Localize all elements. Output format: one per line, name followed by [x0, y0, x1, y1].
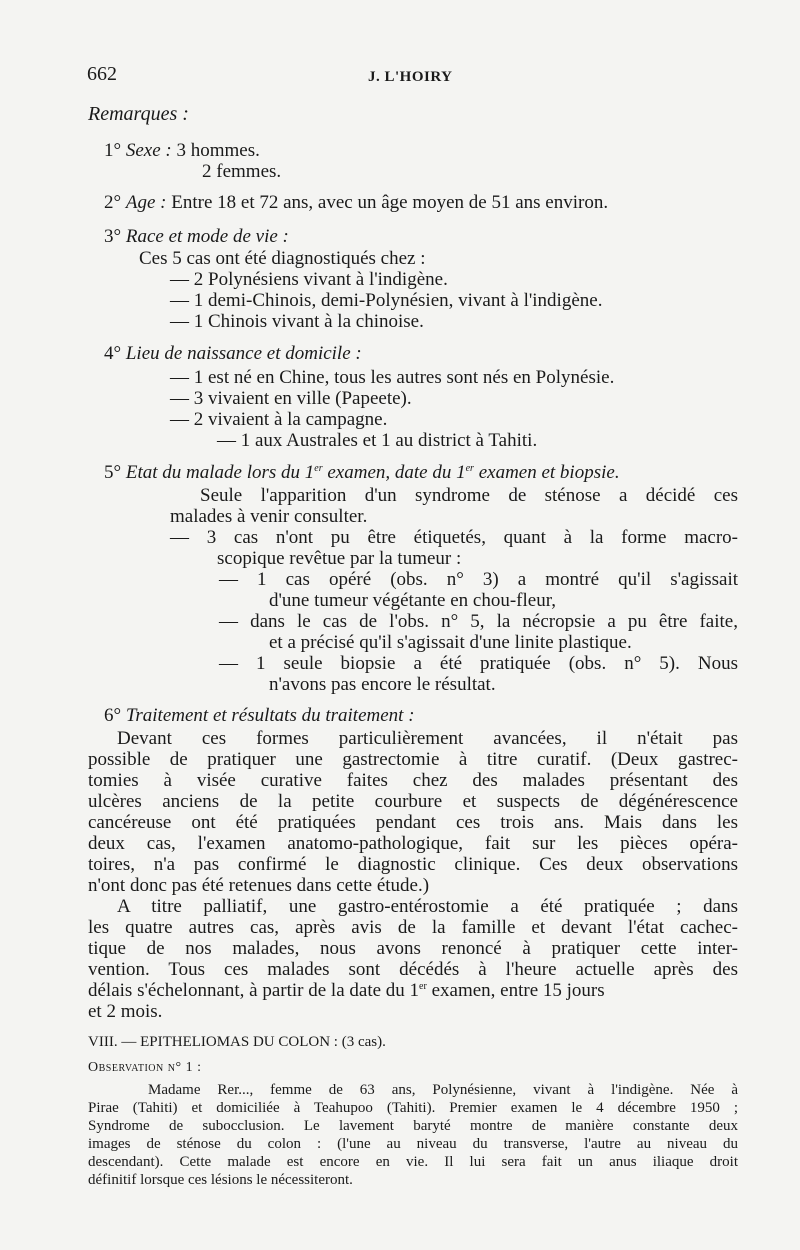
section-5-line: — 3 cas n'ont pu être étiquetés, quant à la forme macro- [170, 527, 738, 548]
observation-line: Madame Rer..., femme de 63 ans, Polynésienne, vivant à l'indigène. Née à [148, 1082, 738, 1098]
section-6-p2-line: et 2 mois. [88, 1001, 163, 1022]
section-4-line: — 1 aux Australes et 1 au district à Tahiti. [217, 430, 538, 451]
section-4-heading [104, 343, 362, 365]
section-3-label: Race et mode de vie : [125, 226, 289, 247]
section-6-label: Traitement et résultats du traitement : [125, 705, 415, 726]
page-number: 662 [87, 63, 117, 85]
section-5-line: scopique revêtue par la tumeur : [217, 548, 462, 569]
observation-line: Pirae (Tahiti) et domiciliée à Teahupoo (Tahiti). Premier examen le 4 décembre 1950 ; [88, 1100, 738, 1116]
remarks-heading: Remarques : [88, 103, 189, 125]
section-5-line: Seule l'apparition d'un syndrome de sténose a décidé ces [200, 485, 738, 506]
section-4-line: — 3 vivaient en ville (Papeete). [170, 388, 412, 409]
section-6-p1-line: toires, n'a pas confirmé le diagnostic clinique. Ces deux observations [88, 854, 738, 875]
section-6-p1-line: tomies à visée curative faites chez des malades présentant des [88, 770, 738, 791]
section-5-label-a: Etat du malade lors du 1 [125, 462, 315, 483]
section-5-label-c: examen et biopsie. [473, 462, 620, 483]
section-3-line: — 1 Chinois vivant à la chinoise. [170, 311, 424, 332]
section-5-line: — dans le cas de l'obs. n° 5, la nécropsie a pu être faite, [219, 611, 738, 632]
section-8-heading: VIII. — EPITHELIOMAS DU COLON : (3 cas). [88, 1034, 386, 1050]
section-6-p1-line: deux cas, l'examen anatomo-pathologique, fait sur les pièces opéra- [88, 833, 738, 854]
section-5-line: — 1 cas opéré (obs. n° 3) a montré qu'il s'agissait [219, 569, 738, 590]
running-head: J. L'HOIRY [368, 69, 453, 85]
section-4-line: — 2 vivaient à la campagne. [170, 409, 388, 430]
section-5-line: et a précisé qu'il s'agissait d'une linite plastique. [269, 632, 632, 653]
section-5-line: d'une tumeur végétante en chou-fleur, [269, 590, 557, 611]
section-6-p1-line: Devant ces formes particulièrement avancées, il n'était pas [117, 728, 738, 749]
section-1-line-1: 3 hommes. [176, 140, 260, 161]
section-3-heading [104, 226, 289, 248]
section-5-line: n'avons pas encore le résultat. [269, 674, 496, 695]
section-6-p2-line: tique de nos malades, nous avons renoncé à pratiquer cette inter- [88, 938, 738, 959]
section-6-p1-line: n'ont donc pas été retenues dans cette étude.) [88, 875, 430, 896]
section-4-line: — 1 est né en Chine, tous les autres sont nés en Polynésie. [170, 367, 615, 388]
section-6-p2-line [88, 980, 605, 1002]
section-6-p2-tail: examen, entre 15 jours [426, 980, 605, 1001]
section-2-number: 2° [104, 192, 122, 213]
section-5-line: — 1 seule biopsie a été pratiquée (obs. n° 5). Nous [219, 653, 738, 674]
section-6-p2-line: les quatre autres cas, après avis de la famille et devant l'état cachec- [88, 917, 738, 938]
section-3-number: 3° [104, 226, 122, 247]
section-6-number: 6° [104, 705, 122, 726]
section-5-heading [104, 462, 620, 484]
observation-line: images de sténose du colon : (l'une au niveau du transverse, l'autre au niveau du [88, 1136, 738, 1152]
section-5-line: malades à venir consulter. [170, 506, 368, 527]
section-6-p1-line: ulcères anciens de la petite courbure et suspects de dégénérescence [88, 791, 738, 812]
observation-line: descendant). Cette malade est encore en vie. Il lui sera fait un anus iliaque droit [88, 1154, 738, 1170]
section-6-p2-sup: er [419, 981, 427, 992]
section-6-p2-line: vention. Tous ces malades sont décédés à l'heure actuelle après des [88, 959, 738, 980]
section-5-label-b: examen, date du 1 [322, 462, 466, 483]
section-2-label: Age : [125, 192, 167, 213]
section-1-line-2: 2 femmes. [202, 161, 282, 182]
section-6-p2-line: A titre palliatif, une gastro-entérostomie a été pratiquée ; dans [117, 896, 738, 917]
section-6-heading [104, 705, 415, 727]
observation-line: Syndrome de subocclusion. Le lavement baryté montre de manière constante deux [88, 1118, 738, 1134]
section-2-text: Entre 18 et 72 ans, avec un âge moyen de 51 ans environ. [171, 192, 609, 213]
section-6-p1-line: possible de pratiquer une gastrectomie à titre curatif. (Deux gastrec- [88, 749, 738, 770]
section-1-label: Sexe : [125, 140, 172, 161]
section-3-line: — 2 Polynésiens vivant à l'indigène. [170, 269, 448, 290]
section-3-line: — 1 demi-Chinois, demi-Polynésien, vivant à l'indigène. [170, 290, 603, 311]
section-5-sup-1: er [314, 463, 323, 474]
observation-line: définitif lorsque ces lésions le nécessiteront. [88, 1172, 353, 1188]
section-1 [104, 140, 260, 162]
section-1-number: 1° [104, 140, 122, 161]
section-5-number: 5° [104, 462, 122, 483]
section-3-line: Ces 5 cas ont été diagnostiqués chez : [139, 248, 426, 269]
section-2 [104, 192, 608, 214]
observation-label: Observation n° 1 : [88, 1060, 202, 1075]
section-4-number: 4° [104, 343, 122, 364]
section-4-label: Lieu de naissance et domicile : [125, 343, 362, 364]
section-6-p1-line: cancéreuse ont été pratiquées pendant ces trois ans. Mais dans les [88, 812, 738, 833]
section-6-p2-text: délais s'échelonnant, à partir de la date du 1 [88, 980, 420, 1001]
section-5-sup-2: er [465, 463, 474, 474]
section-5-label [126, 462, 620, 483]
